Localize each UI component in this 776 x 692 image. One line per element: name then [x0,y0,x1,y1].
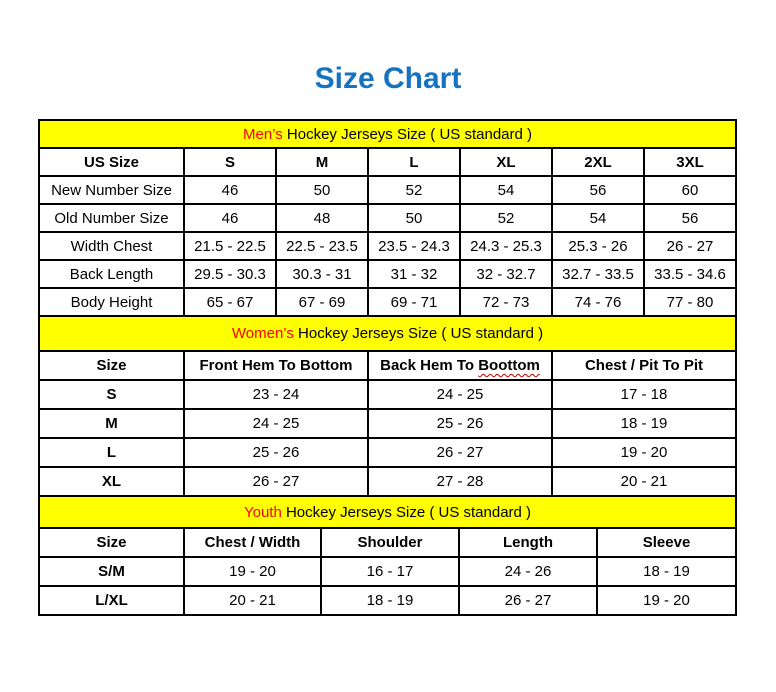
mens-band-text: Hockey Jerseys Size ( US standard ) [282,125,533,143]
table-cell: 65 - 67 [184,288,276,316]
table-cell: 26 - 27 [368,438,552,467]
mens-label: Men’s [243,125,283,143]
table-cell: 31 - 32 [368,260,460,288]
youth-size-table [38,495,737,616]
table-cell: 23.5 - 24.3 [368,232,460,260]
row-label: Body Height [39,288,184,316]
column-header: S [184,148,276,176]
table-cell: 46 [184,176,276,204]
table-row [39,260,736,288]
table-row [39,288,736,316]
row-label: Old Number Size [39,204,184,232]
table-row [39,204,736,232]
table-row [39,438,736,467]
column-header: Sleeve [597,528,736,557]
table-cell: 20 - 21 [184,586,321,615]
table-cell: 72 - 73 [460,288,552,316]
table-cell: 29.5 - 30.3 [184,260,276,288]
table-cell: 25.3 - 26 [552,232,644,260]
column-header: 3XL [644,148,736,176]
row-label: Width Chest [39,232,184,260]
row-label: S/M [39,557,184,586]
womens-label: Women’s [231,325,294,342]
page-title: Size Chart [314,62,462,95]
table-row [39,176,736,204]
table-cell: 22.5 - 23.5 [276,232,368,260]
table-cell: 32 - 32.7 [460,260,552,288]
table-cell: 56 [644,204,736,232]
table-cell: 54 [552,204,644,232]
table-cell: 23 - 24 [184,380,368,409]
column-header: Size [39,528,184,557]
table-cell: 26 - 27 [459,586,597,615]
table-cell: 56 [552,176,644,204]
table-cell: 30.3 - 31 [276,260,368,288]
column-header: Length [459,528,597,557]
column-header: XL [460,148,552,176]
table-cell: 52 [460,204,552,232]
table-cell: 21.5 - 22.5 [184,232,276,260]
youth-band-row [39,496,736,528]
mens-column-header-row [39,148,736,176]
table-cell: 24 - 25 [368,380,552,409]
table-cell: 74 - 76 [552,288,644,316]
table-cell: 24 - 25 [184,409,368,438]
row-label: L/XL [39,586,184,615]
table-row [39,232,736,260]
table-cell: 25 - 26 [184,438,368,467]
column-header: US Size [39,148,184,176]
column-header: Front Hem To Bottom [184,351,368,380]
table-cell: 18 - 19 [597,557,736,586]
row-label: XL [39,467,184,496]
table-cell: 27 - 28 [368,467,552,496]
table-cell: 67 - 69 [276,288,368,316]
youth-section-header [39,496,736,528]
table-row [39,586,736,615]
youth-label: Youth [243,503,282,521]
womens-section-header [39,316,736,351]
table-cell: 19 - 20 [552,438,736,467]
table-cell: 20 - 21 [552,467,736,496]
table-cell: 18 - 19 [552,409,736,438]
column-header: Chest / Width [184,528,321,557]
mens-section-header [39,120,736,148]
row-label: L [39,438,184,467]
table-cell: 26 - 27 [184,467,368,496]
column-header: Size [39,351,184,380]
table-cell: 24.3 - 25.3 [460,232,552,260]
table-cell: 60 [644,176,736,204]
column-header [368,351,552,380]
column-header: 2XL [552,148,644,176]
womens-band-text: Hockey Jerseys Size ( US standard ) [293,325,544,342]
youth-column-header-row [39,528,736,557]
table-row [39,380,736,409]
mens-band-row [39,120,736,148]
misspelled-word: Boottom [478,357,540,374]
table-cell: 77 - 80 [644,288,736,316]
column-header: M [276,148,368,176]
table-row [39,409,736,438]
table-cell: 26 - 27 [644,232,736,260]
table-cell: 24 - 26 [459,557,597,586]
table-cell: 48 [276,204,368,232]
mens-size-table [38,119,737,317]
table-row [39,467,736,496]
youth-band-text: Hockey Jerseys Size ( US standard ) [281,503,532,521]
table-cell: 33.5 - 34.6 [644,260,736,288]
size-chart [38,119,735,616]
table-cell: 50 [368,204,460,232]
table-cell: 19 - 20 [184,557,321,586]
table-cell: 50 [276,176,368,204]
table-cell: 52 [368,176,460,204]
womens-band-row [39,316,736,351]
column-header: Shoulder [321,528,459,557]
row-label: M [39,409,184,438]
womens-column-header-row [39,351,736,380]
table-cell: 17 - 18 [552,380,736,409]
table-cell: 32.7 - 33.5 [552,260,644,288]
column-header: L [368,148,460,176]
row-label: S [39,380,184,409]
row-label: New Number Size [39,176,184,204]
table-cell: 46 [184,204,276,232]
column-header-text: Back Hem To [380,357,479,374]
womens-size-table [38,315,737,497]
table-cell: 18 - 19 [321,586,459,615]
table-cell: 54 [460,176,552,204]
column-header: Chest / Pit To Pit [552,351,736,380]
table-cell: 19 - 20 [597,586,736,615]
table-cell: 16 - 17 [321,557,459,586]
row-label: Back Length [39,260,184,288]
table-cell: 25 - 26 [368,409,552,438]
table-cell: 69 - 71 [368,288,460,316]
table-row [39,557,736,586]
